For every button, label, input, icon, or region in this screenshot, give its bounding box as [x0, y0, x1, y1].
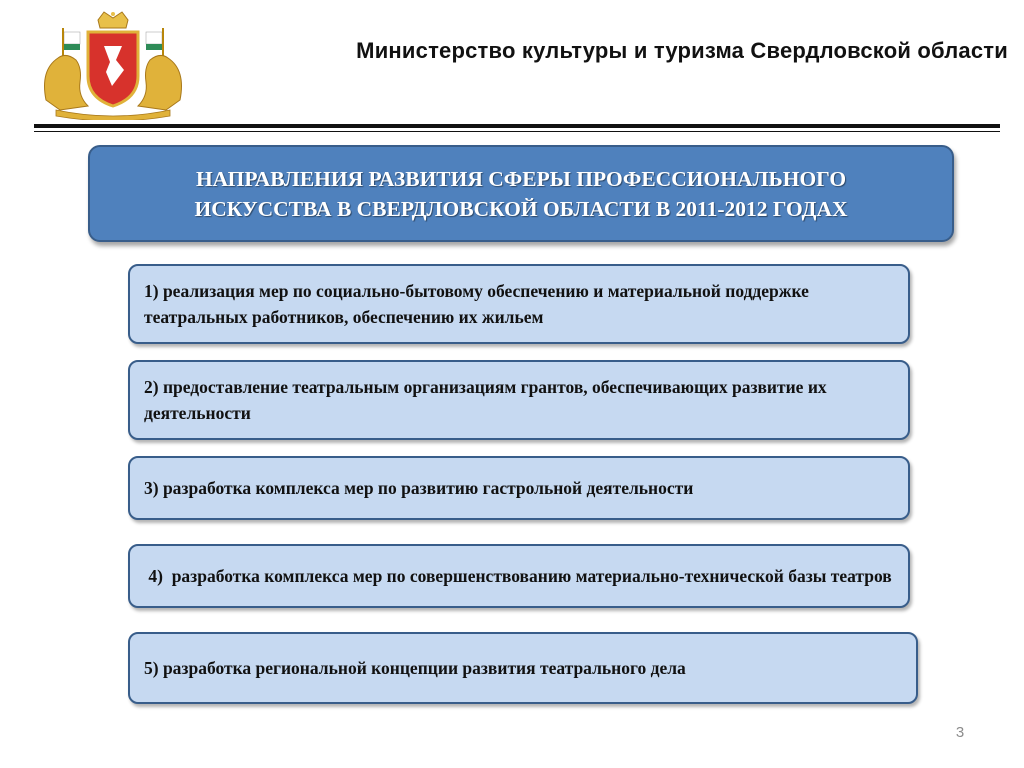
ministry-title: Министерство культуры и туризма Свердловской области	[356, 38, 1008, 63]
direction-item-text: 4) разработка комплекса мер по совершенствованию материально-технической базы театров	[144, 566, 892, 586]
page-number: 3	[955, 724, 965, 741]
header-divider-thick	[34, 124, 1000, 128]
direction-item-3	[128, 456, 910, 520]
header-divider-thin	[34, 131, 1000, 132]
slide-title-box	[88, 145, 954, 242]
direction-item-text: 3) разработка комплекса мер по развитию гастрольной деятельности	[144, 478, 694, 498]
direction-item-1	[128, 264, 910, 344]
direction-item-text: 5) разработка региональной концепции развития театрального дела	[144, 658, 686, 678]
slide-title-line-1: НАПРАВЛЕНИЯ РАЗВИТИЯ СФЕРЫ ПРОФЕССИОНАЛЬНОГО	[195, 166, 847, 191]
direction-item-text: 1) реализация мер по социально-бытовому обеспечению и материальной поддержке театральных работников, обеспечению их жильем	[144, 281, 809, 327]
direction-item-5	[128, 632, 918, 704]
direction-item-text: 2) предоставление театральным организациям грантов, обеспечивающих развитие их деятельности	[144, 377, 827, 423]
direction-item-2	[128, 360, 910, 440]
direction-item-4	[128, 544, 910, 608]
slide-title-line-2: ИСКУССТВА В СВЕРДЛОВСКОЙ ОБЛАСТИ В 2011-2012 ГОДАХ	[194, 196, 848, 221]
coat-of-arms-icon	[36, 10, 190, 120]
